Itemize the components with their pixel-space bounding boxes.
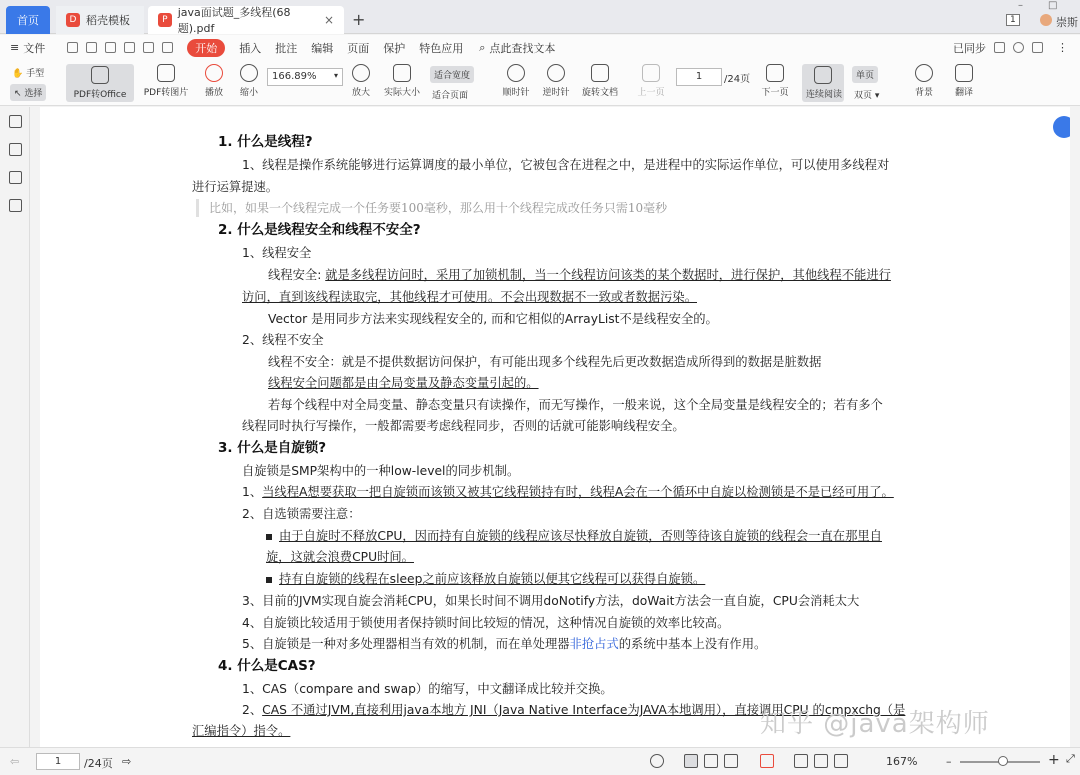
rotate-cw-button[interactable] [500,64,532,98]
share-icon[interactable] [994,42,1005,53]
fit-icon[interactable] [794,754,808,768]
zoom-out-label: 缩小 [239,88,258,98]
docer-icon: D [66,13,80,27]
zoom-value: 166.89% [272,71,317,82]
select-tool-label: 选择 [24,89,43,99]
actual-size-icon [393,64,411,82]
status-page-input[interactable]: 1 [36,753,80,770]
left-sidebar [0,107,30,747]
close-tab-icon[interactable]: × [323,13,334,27]
tab-pdf-label: java面试题_多线程(68题).pdf [177,6,291,35]
continuous-read-button[interactable] [802,64,844,102]
annotation-icon[interactable] [9,171,22,184]
actual-size-label: 实际大小 [383,88,420,98]
single-page-label: 单页 [856,71,875,81]
pdf-to-image-label: PDF转图片 [143,88,189,98]
paragraph-3c: 2、自选锁需要注意： [242,507,361,521]
moon-icon [915,64,933,82]
paragraph-4a: 1、CAS（compare and swap）的缩写，中文翻译成比较并交换。 [242,682,613,696]
zoom-out-icon [240,64,258,82]
bullet-square [266,534,272,540]
avatar[interactable] [1040,14,1052,26]
paragraph-unsafe-c: 若每个线程中对全局变量、静态变量只有读操作，而无写操作，一般来说，这个全局变量是线程安全的；若有多个 [268,398,883,412]
prev-page-icon[interactable]: ⇦ [10,755,20,768]
continuous-icon [814,66,832,84]
zoom-out-small-icon[interactable]: – [946,755,952,768]
menu-file[interactable]: 文件 [23,41,46,55]
zoom-out-button[interactable] [238,64,260,98]
bullet-1a [266,527,882,545]
redo-icon[interactable] [143,42,154,53]
rotate-cw-icon [507,64,525,82]
paragraph-unsafe-a: 线程不安全：就是不提供数据访问保护，有可能出现多个线程先后更改数据造成所得到的数据是脏数据 [268,355,822,369]
document-page [40,107,1070,747]
heading-1: 1. 什么是线程? [218,134,313,150]
prev-page-button[interactable] [636,64,666,98]
paragraph-3f [242,635,766,653]
thumbnail-icon[interactable] [9,143,22,156]
comment-icon[interactable] [1032,42,1043,53]
paragraph-3e: 4、自旋锁比较适用于锁使用者保持锁时间比较短的情况，这种情况自旋锁的效率比较高。 [242,616,730,630]
rotate-cw-label: 顺时针 [502,88,530,98]
translate-button[interactable] [950,64,978,98]
tab-template-label: 稻壳模板 [86,14,130,27]
fit-page-button[interactable] [432,88,468,101]
settings-icon[interactable] [1013,42,1024,53]
menu-insert[interactable]: 插入 [239,41,262,55]
watermark: 知乎 @java架构师 [760,709,990,739]
rotate-icon[interactable] [834,754,848,768]
zoom-input[interactable] [267,68,343,86]
heading-2: 2. 什么是线程安全和线程不安全? [218,222,421,238]
menu-edit[interactable]: 编辑 [311,41,334,55]
play-icon [205,64,223,82]
heading-4: 4. 什么是CAS? [218,658,316,674]
menu-start[interactable]: 开始 [187,39,225,57]
p4b-prefix: 2、 [242,703,263,717]
maximize-icon[interactable]: □ [1048,0,1058,11]
search-icon: ⌕ [479,40,486,54]
p3b-prefix: 1、 [242,485,263,499]
paragraph-3d: 3、目前的JVM实现自旋会消耗CPU，如果长时间不调用doNotify方法，doWait方法会一直自旋，CPU会消耗太大 [242,594,860,608]
tab-pdf[interactable] [148,6,344,34]
select-tool[interactable]: ↖ 选择 [10,84,46,101]
tab-home-label: 首页 [17,14,39,27]
menu-annotate[interactable]: 批注 [275,41,298,55]
subhead-safe: 1、线程安全 [242,246,312,260]
pdf-to-image-button[interactable] [143,64,189,98]
bullet-1a-text: 由于自旋时不释放CPU，因而持有自旋锁的线程应该尽快释放自旋锁，否则等待该自旋锁的线程会一直在那里自 [279,529,882,543]
menu-protect[interactable]: 保护 [383,41,406,55]
floating-tool-button[interactable] [1053,116,1070,138]
menu-icon[interactable]: ≡ [10,41,20,54]
fit-width-label: 适合宽度 [434,71,471,81]
paragraph-unsafe-b: 线程安全问题都是由全局变量及静态变量引起的。 [268,376,539,390]
single-page-button[interactable] [852,66,878,83]
menu-page[interactable]: 页面 [347,41,370,55]
book-view-icon[interactable] [724,754,738,768]
paragraph-safe-b: 访问，直到该线程读取完，其他线程才可使用。不会出现数据不一致或者数据污染。 [242,290,697,304]
rotate-doc-icon [591,64,609,82]
bullet-1b: 旋，这就会浪费CPU时间。 [266,550,414,564]
quote-block: 比如，如果一个线程完成一个任务要100毫秒，那么用十个线程完成改任务只需10毫秒 [196,199,667,217]
paragraph-1b: 进行运算提速。 [192,180,279,194]
undo-icon[interactable] [124,42,135,53]
translate-icon [955,64,973,82]
zoom-slider-knob[interactable] [998,756,1008,766]
print-icon[interactable] [105,42,116,53]
p3f-post: 的系统中基本上没有作用。 [618,637,767,651]
p3b-underlined: 当线程A想要获取一把自旋锁而该锁又被其它线程锁持有时，线程A会在一个循环中自旋以检测锁是不是已经可用了。 [262,485,894,499]
rotate-ccw-icon [547,64,565,82]
next-page-icon[interactable]: ⇨ [122,755,132,768]
background-label: 背景 [914,88,933,98]
double-page-label: 双页 [854,91,873,101]
save-icon[interactable] [86,42,97,53]
p3f-pre: 5、自旋锁是一种对多处理器相当有效的机制，而在单处理器 [242,637,570,651]
paragraph-safe-c: Vector 是用同步方法来实现线程安全的, 而和它相似的ArrayList不是线程安全的。 [268,312,718,326]
bullet-square [266,577,272,583]
play-slide-icon[interactable] [760,754,774,768]
heading-3: 3. 什么是自旋锁? [218,440,327,456]
paragraph-safe-a [268,266,891,284]
sync-status[interactable]: 已同步 [953,41,986,55]
pdf-to-office-button[interactable] [66,64,134,102]
zoom-in-button[interactable] [350,64,372,98]
tab-home[interactable] [6,6,50,34]
zoom-in-small-icon[interactable]: + [1048,752,1060,768]
status-page-total: /24页 [84,757,113,770]
rotate-ccw-label: 逆时针 [542,88,570,98]
continuous-label: 连续阅读 [806,90,843,100]
arrow-right-icon [766,64,784,82]
rotate-doc-button[interactable] [580,64,620,98]
double-view-icon[interactable] [704,754,718,768]
toolbar [0,60,1080,106]
more-icon[interactable]: ⋮ [1057,41,1068,54]
next-page-label: 下一页 [761,88,789,98]
zoom-in-label: 放大 [351,88,370,98]
fit-width-button[interactable] [430,66,474,83]
pdf-to-office-label: PDF转Office [73,90,127,100]
hand-tool-label: 手型 [26,69,45,79]
user-name[interactable]: 崇斯 [1056,16,1078,29]
play-label: 播放 [204,88,223,98]
tab-bar [0,0,1080,34]
rotate-ccw-button[interactable] [540,64,572,98]
paragraph-4c: 汇编指令）指令。 [192,724,291,738]
fullscreen-icon[interactable] [814,754,828,768]
single-view-icon[interactable] [684,754,698,768]
status-zoom: 167% [886,755,918,768]
fit-page-label: 适合页面 [432,91,469,101]
actual-size-button[interactable] [382,64,422,98]
translate-label: 翻译 [954,88,973,98]
non-preemptive-link[interactable]: 非抢占式 [569,637,619,651]
window-count-badge[interactable]: 1 [1006,14,1020,26]
subhead-unsafe: 2、线程不安全 [242,333,324,347]
bullet-2-text: 持有自旋锁的线程在sleep之前应该释放自旋锁以便其它线程可以获得自旋锁。 [279,572,706,586]
p4b-underlined: CAS 不通过JVM,直接利用java本地方 JNI（Java Native Interface为JAVA本地调用），直接调用CPU 的cmpxchg（是 [262,703,906,717]
safe-underlined: 就是多线程访问时，采用了加锁机制，当一个线程访问该类的某个数据时，进行保护，其他线程不能进行 [325,268,891,282]
chevron-down-icon: ▾ [333,71,338,80]
attachment-icon[interactable] [9,199,22,212]
paragraph-3a: 自旋锁是SMP架构中的一种low-level的同步机制。 [242,464,520,478]
page-current: 1 [695,71,703,82]
next-page-button[interactable] [760,64,790,98]
menu-bar [0,35,1080,60]
bullet-2 [266,570,705,588]
minimize-icon[interactable]: – [1018,0,1023,11]
outline-icon[interactable] [9,115,22,128]
menu-special[interactable]: 特色应用 [419,41,464,55]
pdf-icon: P [158,13,172,27]
page-total: /24页 [724,74,751,85]
paragraph-1a: 1、线程是操作系统能够进行运算调度的最小单位，它被包含在进程之中，是进程中的实际运作单位，可以使用多线程对 [242,158,890,172]
page-input[interactable] [676,68,722,86]
zoom-in-icon [352,64,370,82]
paragraph-unsafe-d: 线程同时执行写操作，一般都需要考虑线程同步，否则的话就可能影响线程安全。 [242,419,685,433]
fullscreen-arrows-icon[interactable]: ⤢ [1066,752,1075,765]
play-button[interactable] [203,64,225,98]
arrow-left-icon [642,64,660,82]
open-icon[interactable] [67,42,78,53]
background-button[interactable] [910,64,938,98]
tab-template[interactable] [56,6,144,34]
zoom-slider[interactable] [960,761,1040,763]
paragraph-3b [242,483,894,501]
rotate-doc-label: 旋转文档 [581,88,618,98]
hand-tool[interactable]: ✋ 手型 [12,69,45,79]
safe-prefix: 线程安全: [268,268,326,282]
eye-icon[interactable] [650,754,664,768]
prev-page-label: 上一页 [637,88,665,98]
double-page-button[interactable]: 双页 ▾ [854,91,880,101]
search-text-button[interactable]: 点此查找文本 [489,41,556,55]
pdf-office-icon [91,66,109,84]
export-icon[interactable] [162,42,173,53]
pdf-image-icon [157,64,175,82]
new-tab-button[interactable]: + [352,10,366,29]
status-bar [0,747,1080,775]
